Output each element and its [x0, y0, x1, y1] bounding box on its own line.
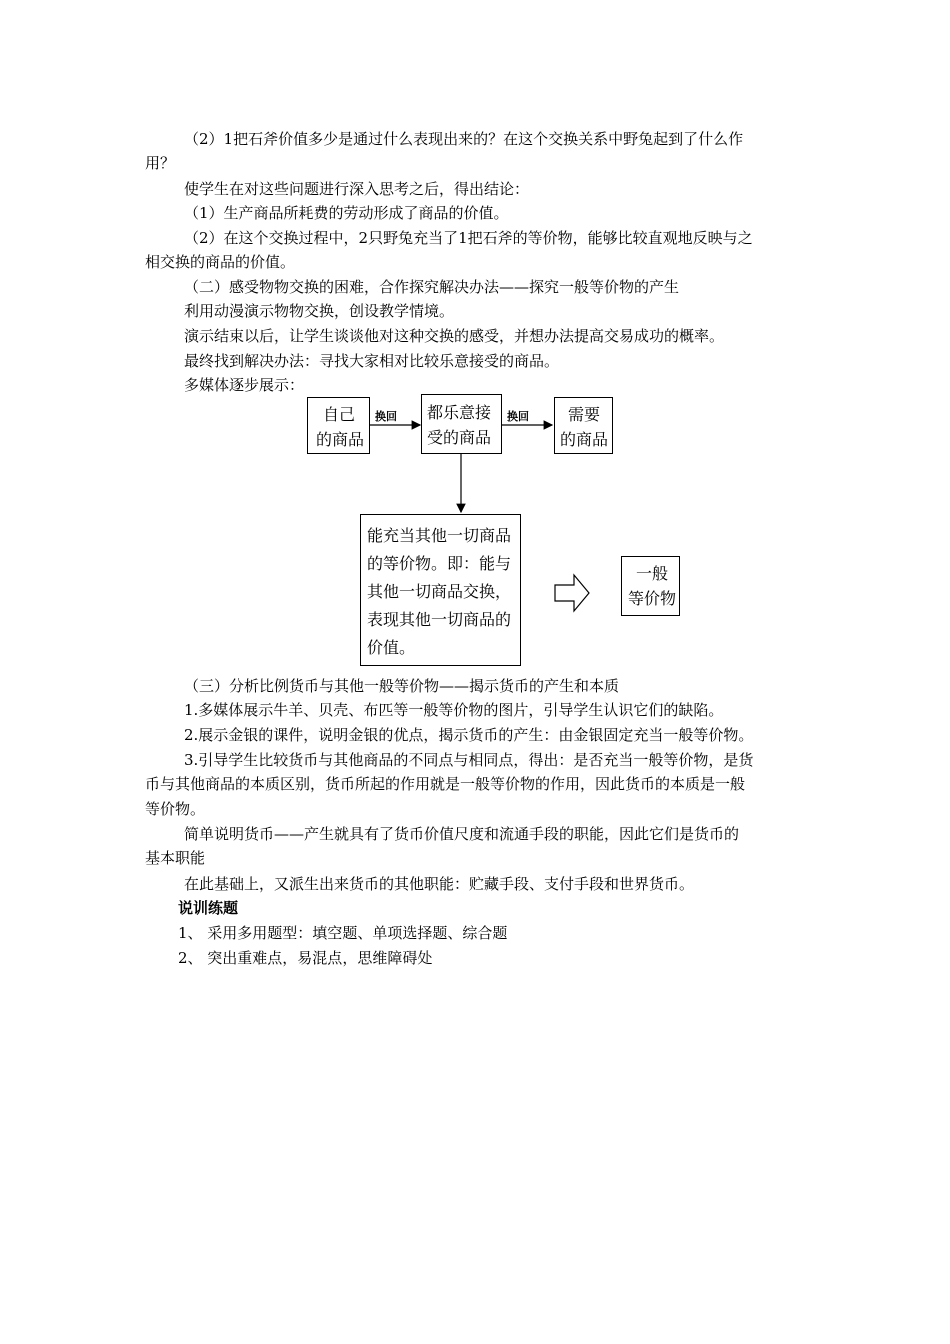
paragraph-10: （三）分析比例货币与其他一般等价物——揭示货币的产生和本质: [184, 677, 620, 695]
box-own-goods: [307, 397, 370, 454]
paragraph-15: 在此基础上，又派生出来货币的其他职能：贮藏手段、支付手段和世界货币。: [184, 875, 695, 893]
paragraph-11: 1.多媒体展示牛羊、贝壳、布匹等一般等价物的图片，引导学生认识它们的缺陷。: [184, 701, 724, 719]
box-ge-line-2: 等价物: [628, 589, 677, 608]
paragraph-5: （二）感受物物交换的困难，合作探究解决办法——探究一般等价物的产生: [184, 278, 680, 296]
box-general-equivalent: [621, 556, 680, 616]
box-needed-goods-line-1: 需要: [568, 405, 601, 424]
paragraph-13-line-2: 币与其他商品的本质区别，货币所起的作用就是一般等价物的作用，因此货币的本质是一般: [145, 775, 746, 793]
paragraph-13-line-3: 等价物。: [145, 800, 206, 818]
paragraph-4-line-2: 相交换的商品的价值。: [145, 253, 296, 271]
box-accepted-goods-line-1: 都乐意接: [427, 403, 492, 422]
box-def-line-5: 价值。: [367, 638, 416, 657]
paragraph-3: （1）生产商品所耗费的劳动形成了商品的价值。: [184, 204, 509, 222]
exercises-heading: 说训练题: [178, 899, 239, 917]
paragraph-14-line-2: 基本职能: [145, 849, 206, 867]
box-needed-goods-line-2: 的商品: [560, 430, 609, 449]
paragraph-6: 利用动漫演示物物交换，创设教学情境。: [184, 302, 455, 320]
arrow-label-2: 换回: [507, 410, 529, 423]
paragraph-13-line-1: 3.引导学生比较货币与其他商品的不同点与相同点，得出：是否充当一般等价物，是货: [184, 751, 754, 769]
exercise-item-2: 2、 突出重难点，易混点，思维障碍处: [178, 949, 433, 967]
hollow-arrow-icon: [555, 575, 589, 611]
paragraph-9: 多媒体逐步展示：: [184, 376, 305, 394]
paragraph-2: 使学生在对这些问题进行深入思考之后，得出结论：: [184, 180, 530, 198]
box-def-line-4: 表现其他一切商品的: [367, 610, 512, 629]
box-ge-line-1: 一般: [636, 564, 669, 583]
paragraph-7: 演示结束以后，让学生谈谈他对这种交换的感受，并想办法提高交易成功的概率。: [184, 327, 725, 345]
paragraph-12: 2.展示金银的课件，说明金银的优点，揭示货币的产生：由金银固定充当一般等价物。: [184, 726, 754, 744]
paragraph-1-line-2: 用？: [145, 154, 176, 172]
box-own-goods-line-1: 自己: [323, 405, 356, 424]
paragraph-4-line-1: （2）在这个交换过程中，2只野兔充当了1把石斧的等价物，能够比较直观地反映与之: [184, 229, 753, 247]
exercise-item-1: 1、 采用多用题型：填空题、单项选择题、综合题: [178, 924, 508, 942]
box-def-line-1: 能充当其他一切商品: [367, 526, 512, 545]
box-def-line-3: 其他一切商品交换，: [367, 582, 512, 601]
box-equivalent-definition: [360, 514, 521, 666]
arrow-label-1: 换回: [375, 410, 397, 423]
box-needed-goods: [554, 397, 613, 454]
box-def-line-2: 的等价物。即：能与: [367, 554, 512, 573]
paragraph-14-line-1: 简单说明货币——产生就具有了货币价值尺度和流通手段的职能，因此它们是货币的: [184, 825, 740, 843]
box-accepted-goods: [421, 394, 502, 454]
box-accepted-goods-line-2: 受的商品: [427, 428, 492, 447]
box-own-goods-line-2: 的商品: [316, 430, 365, 449]
paragraph-8: 最终找到解决办法：寻找大家相对比较乐意接受的商品。: [184, 352, 560, 370]
paragraph-1-line-1: （2）1把石斧价值多少是通过什么表现出来的？在这个交换关系中野兔起到了什么作: [184, 130, 744, 148]
